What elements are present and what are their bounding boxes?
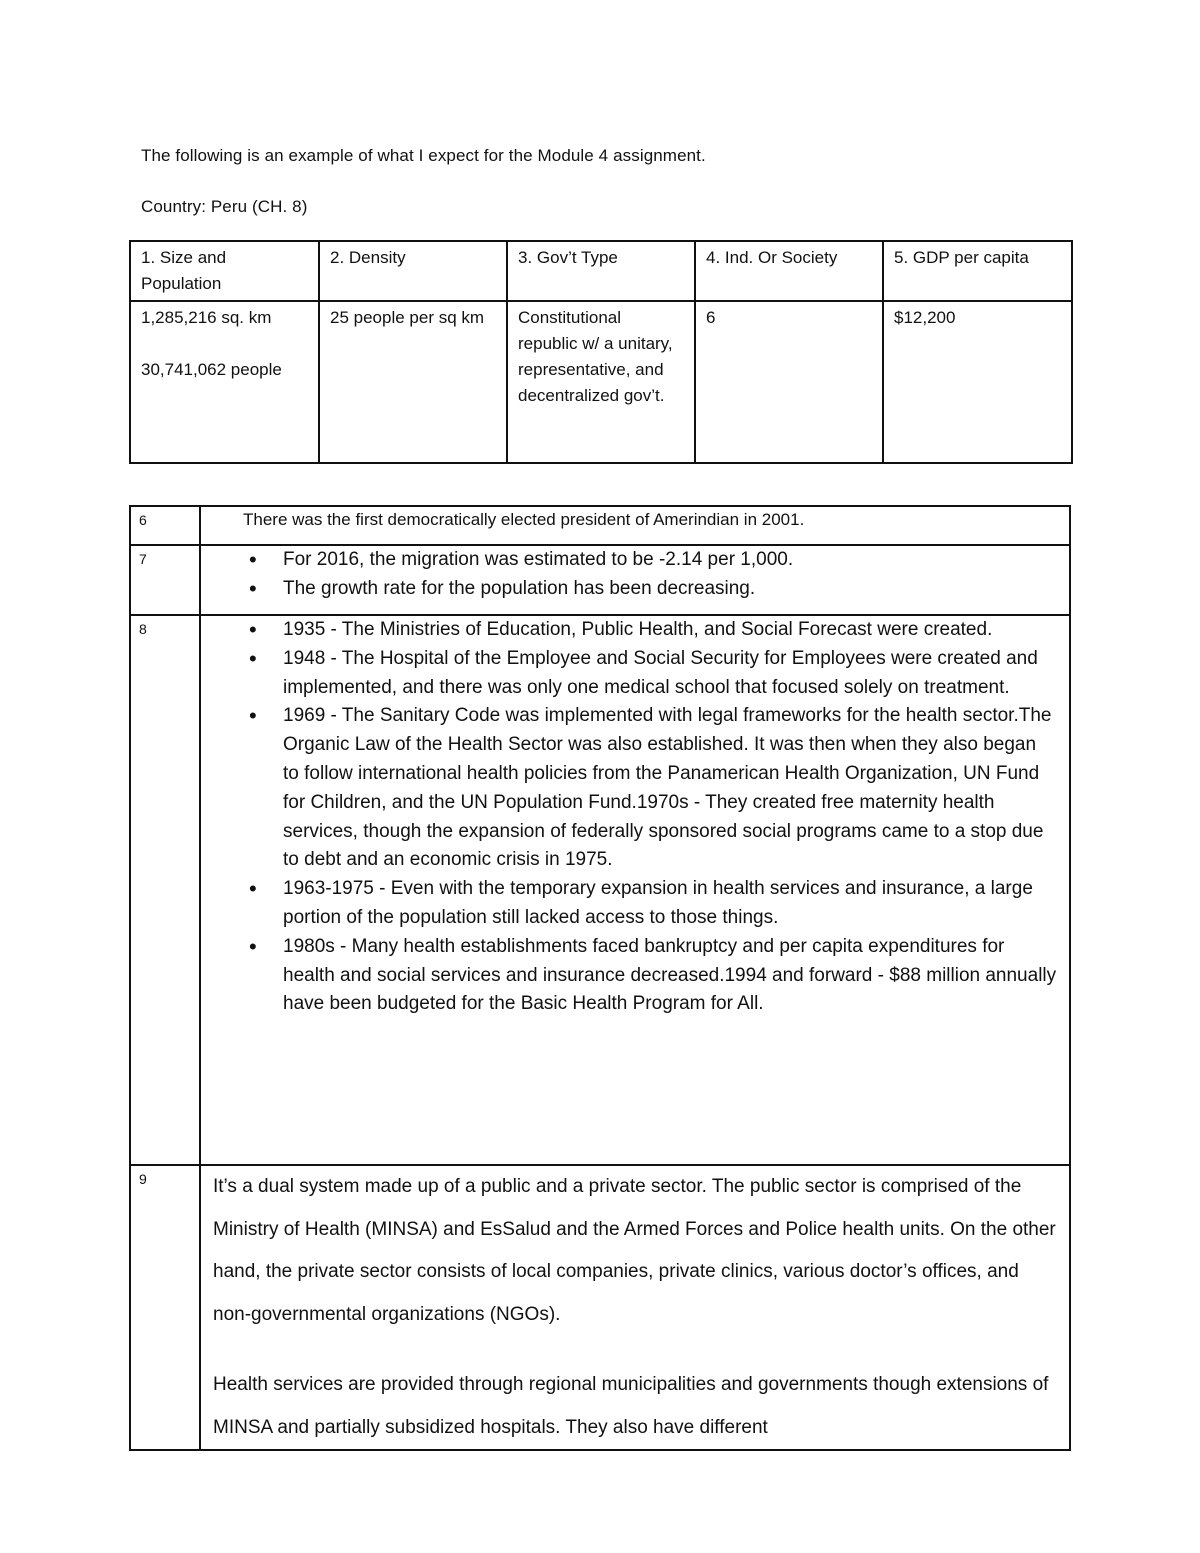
header-ind-society: 4. Ind. Or Society bbox=[695, 241, 883, 301]
list-item: • For 2016, the migration was estimated to be -2.14 per 1,000. bbox=[283, 546, 1057, 575]
header-size-population: 1. Size and Population bbox=[130, 241, 319, 301]
list-item: • 1980s - Many health establishments faced bankruptcy and per capita expenditures for health and social services and insurance decreased.1994 and forward - $88 million annually have been budgeted for the Basic Health Program for All. bbox=[283, 933, 1057, 1019]
detail-table bbox=[129, 505, 1071, 1451]
bullet-list bbox=[213, 546, 1057, 604]
summary-table bbox=[129, 240, 1073, 464]
row-body bbox=[200, 1165, 1070, 1450]
list-item: • 1969 - The Sanitary Code was implemented with legal frameworks for the health sector.The Organic Law of the Health Sector was also established. It was then when they also began to follow international health policies from the Panamerican Health Organization, UN Fund for Children, and the UN Population Fund.1970s - They created free maternity health services, though the expansion of federally sponsored social programs came to a stop due to debt and an economic crisis in 1975. bbox=[283, 702, 1057, 875]
size-people: 30,741,062 people bbox=[141, 360, 282, 379]
row-text: There was the first democratically elected president of Amerindian in 2001. bbox=[200, 506, 1070, 545]
summary-header-row bbox=[130, 241, 1072, 301]
list-item: • 1963-1975 - Even with the temporary expansion in health services and insurance, a large portion of the population still lacked access to those things. bbox=[283, 875, 1057, 933]
row-number: 6 bbox=[130, 506, 200, 545]
country-label: Country: Peru (CH. 8) bbox=[141, 197, 308, 216]
header-density: 2. Density bbox=[319, 241, 507, 301]
list-item: • The growth rate for the population has been decreasing. bbox=[283, 575, 1057, 604]
list-item: • 1935 - The Ministries of Education, Public Health, and Social Forecast were created. bbox=[283, 616, 1057, 645]
bullet-list bbox=[213, 616, 1057, 1019]
row-number: 7 bbox=[130, 545, 200, 615]
cell-gdp: $12,200 bbox=[883, 301, 1072, 463]
header-gdp: 5. GDP per capita bbox=[883, 241, 1072, 301]
cell-ind-society: 6 bbox=[695, 301, 883, 463]
paragraph: Health services are provided through regional municipalities and governments though extensions of MINSA and partially subsidized hospitals. They also have different bbox=[213, 1374, 1049, 1438]
row-body bbox=[200, 615, 1070, 1165]
cell-size-population bbox=[130, 301, 319, 463]
cell-density: 25 people per sq km bbox=[319, 301, 507, 463]
paragraph: It’s a dual system made up of a public and a private sector. The public sector is comprised of the Ministry of Health (MINSA) and EsSalud and the Armed Forces and Police health units. On the other hand, the private sector consists of local companies, private clinics, various doctor’s offices, and non-governmental organizations (NGOs). bbox=[213, 1176, 1056, 1325]
table-row bbox=[130, 506, 1070, 545]
size-area: 1,285,216 sq. km bbox=[141, 308, 272, 327]
row-number: 8 bbox=[130, 615, 200, 1165]
table-row bbox=[130, 615, 1070, 1165]
cell-govt-type: Constitutional republic w/ a unitary, representative, and decentralized gov’t. bbox=[507, 301, 695, 463]
intro-text: The following is an example of what I expect for the Module 4 assignment. bbox=[141, 146, 706, 165]
list-item: • 1948 - The Hospital of the Employee and Social Security for Employees were created and implemented, and there was only one medical school that focused solely on treatment. bbox=[283, 645, 1057, 703]
row-body bbox=[200, 545, 1070, 615]
table-row bbox=[130, 1165, 1070, 1450]
summary-value-row bbox=[130, 301, 1072, 463]
table-row bbox=[130, 545, 1070, 615]
header-govt-type: 3. Gov’t Type bbox=[507, 241, 695, 301]
row-number: 9 bbox=[130, 1165, 200, 1450]
